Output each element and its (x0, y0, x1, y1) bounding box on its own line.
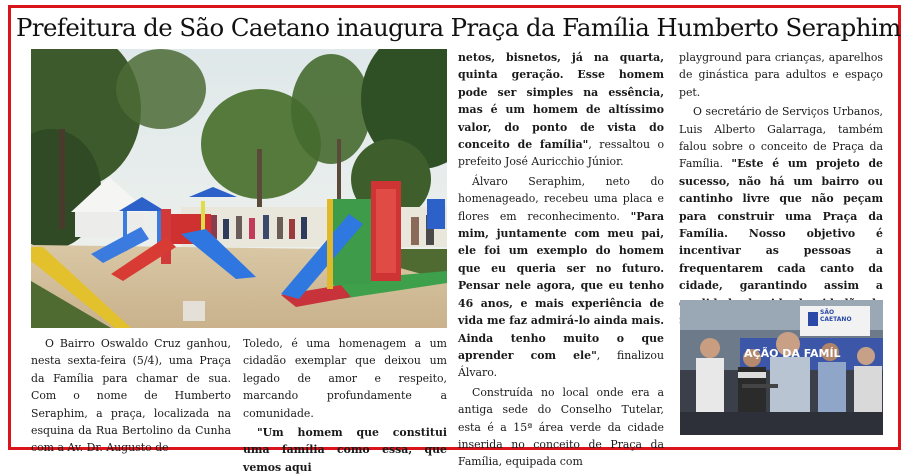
logo-line-2: CAETANO (820, 316, 852, 323)
quote-alvaro: "Para mim, juntamente com meu pai, ele foi um exemplo do homem que eu queria ser no futuro. Pensar nele agora, que eu tenho 46 anos, e mais experiência de vida me faz admirá-lo ainda mais. Ainda tenho muito o que aprender com ele" (458, 209, 664, 362)
banner-logo (820, 309, 870, 323)
column-2 (243, 335, 447, 476)
quote-alvaro-attribution: , finalizou Álvaro. (458, 348, 664, 380)
speaker-photo (680, 300, 883, 435)
column-4 (679, 49, 883, 330)
paragraph-alvaro: Álvaro Seraphim, neto do homenageado, recebeu uma placa e flores em reconhecimento. (458, 174, 664, 223)
paragraph-equipment: playground para crianças, aparelhos de ginástica para adultos e espaço pet. (679, 51, 883, 99)
paragraph-intro: O Bairro Oswaldo Cruz ganhou, nesta sexta-feira (5/4), uma Praça da Família para chamar de sua. Com o nome de Humberto Seraphim, a praça, localizada na esquina da Rua Bertolino da Cunha com a Av. Dr. Augusto de (31, 337, 231, 455)
quote-prefeito-start: "Um homem que constitui uma família como essa, que vemos aqui (243, 426, 447, 474)
headline: Prefeitura de São Caetano inaugura Praça da Família Humberto Seraphim (16, 13, 901, 42)
logo-line-1: SÃO (820, 309, 835, 316)
banner-text: AÇÃO DA FAMÍL (744, 347, 841, 360)
paragraph-continuation: Toledo, é uma homenagem a um cidadão exemplar que deixou um legado de amor e respeito, marcando profundamente a comunidade. (243, 337, 447, 420)
column-1 (31, 335, 231, 457)
quote-prefeito-attribution: , ressaltou o prefeito José Auricchio Júnior. (458, 138, 664, 169)
quote-secretario: "Este é um projeto de sucesso, não há um bairro ou cantinho livre que não peçam para construir uma Praça da Família. Nosso objetivo é incentivar as pessoas a frequentarem cada canto da cidade, garantindo assim a (679, 157, 883, 293)
quote-prefeito-continuation: netos, bisnetos, já na quarta, quinta geração. Esse homem pode ser simples na essência, mas é um homem de altíssimo valor, do ponto de vista do conceito de família" (458, 51, 664, 152)
playground-photo (31, 49, 447, 328)
column-3 (458, 49, 664, 471)
paragraph-construction: Construída no local onde era a antiga sede do Conselho Tutelar, esta é a 15ª área verde da cidade inserida no conceito de Praça da Família, equipada com (458, 385, 664, 469)
paragraph-secretario: O secretário de Serviços Urbanos, Luis Alberto Galarraga, também falou sobre o conceito de Praça da Família. (679, 105, 883, 171)
